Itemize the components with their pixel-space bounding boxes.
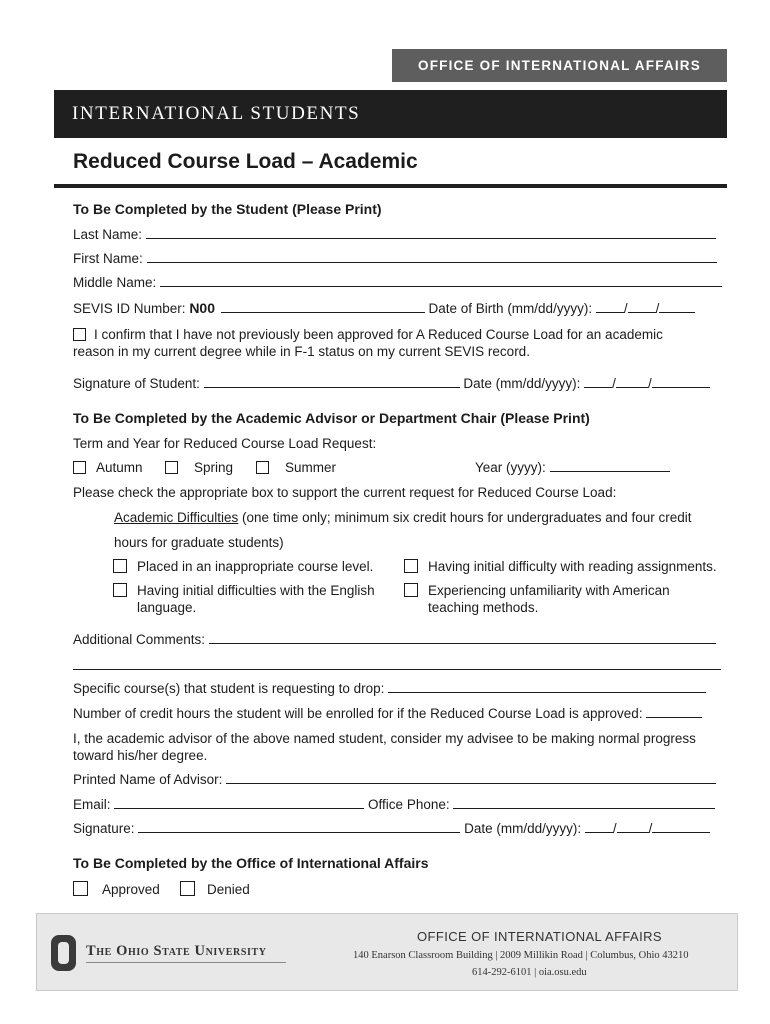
confirm-text-line1: I confirm that I have not previously been approved for A Reduced Course Load for an academic xyxy=(94,327,663,342)
last-name-field[interactable] xyxy=(146,227,716,239)
approved-checkbox[interactable] xyxy=(73,881,88,896)
reading-checkbox[interactable] xyxy=(404,559,418,573)
first-name-row xyxy=(73,251,717,266)
first-name-field[interactable] xyxy=(147,251,717,263)
credit-hours-label: Number of credit hours the student will be enrolled for if the Reduced Course Load is approved: xyxy=(73,706,643,721)
approved-label: Approved xyxy=(102,882,160,897)
comments-row xyxy=(73,632,716,647)
university-name-underline xyxy=(86,962,286,963)
footer-address: 140 Enarson Classroom Building | 2009 Millikin Road | Columbus, Ohio 43210 xyxy=(353,950,689,961)
summer-label: Summer xyxy=(285,460,337,475)
middle-name-field[interactable] xyxy=(160,275,722,287)
credit-hours-row xyxy=(73,706,702,721)
denied-checkbox[interactable] xyxy=(180,881,195,896)
approved-option[interactable] xyxy=(73,881,160,897)
dob-label: Date of Birth (mm/dd/yyyy): xyxy=(428,301,593,316)
student-date-month-field[interactable] xyxy=(584,376,612,388)
office-phone-field[interactable] xyxy=(453,797,715,809)
sevis-id-field[interactable] xyxy=(221,301,425,313)
english-label-line2: language. xyxy=(137,600,197,615)
denied-option[interactable] xyxy=(180,881,250,897)
credit-hours-field[interactable] xyxy=(646,706,702,718)
middle-name-label: Middle Name: xyxy=(73,275,157,290)
teaching-label-line1: Experiencing unfamiliarity with American xyxy=(428,583,670,598)
email-phone-row xyxy=(73,797,715,812)
advisor-statement xyxy=(73,730,696,764)
title-divider xyxy=(54,184,727,188)
email-label: Email: xyxy=(73,797,111,812)
advisor-signature-field[interactable] xyxy=(138,821,460,833)
page-title: Reduced Course Load – Academic xyxy=(73,150,418,173)
confirm-block xyxy=(73,326,663,360)
year-row xyxy=(475,460,670,475)
block-o-logo-icon xyxy=(50,934,77,972)
term-spring-option[interactable] xyxy=(165,460,233,475)
student-date-day-field[interactable] xyxy=(616,376,648,388)
first-name-label: First Name: xyxy=(73,251,143,266)
comments-field[interactable] xyxy=(209,632,716,644)
student-signature-label: Signature of Student: xyxy=(73,376,200,391)
student-signature-field[interactable] xyxy=(204,376,460,388)
courses-label: Specific course(s) that student is requesting to drop: xyxy=(73,681,385,696)
confirm-text-line2: reason in my current degree while in F-1 status on my current SEVIS record. xyxy=(73,344,530,359)
denied-label: Denied xyxy=(207,882,250,897)
student-section-heading: To Be Completed by the Student (Please Print) xyxy=(73,201,382,217)
spring-checkbox[interactable] xyxy=(165,461,178,474)
comments-label: Additional Comments: xyxy=(73,632,206,647)
difficulties-title: Academic Difficulties xyxy=(114,510,239,525)
dob-year-field[interactable] xyxy=(659,301,695,313)
statement-line1: I, the academic advisor of the above named student, consider my advisee to be making normal progress xyxy=(73,731,696,746)
comments-field-line2[interactable] xyxy=(73,669,721,670)
english-checkbox[interactable] xyxy=(113,583,127,597)
term-autumn-option[interactable] xyxy=(73,460,143,475)
courses-row xyxy=(73,681,706,696)
difficulties-note-line1: (one time only; minimum six credit hours for undergraduates and four credit xyxy=(238,510,692,525)
difficulties-note-line2: hours for graduate students) xyxy=(114,535,284,550)
middle-name-row xyxy=(73,275,722,290)
dob-month-field[interactable] xyxy=(596,301,624,313)
spring-label: Spring xyxy=(194,460,234,475)
summer-checkbox[interactable] xyxy=(256,461,269,474)
student-date-year-field[interactable] xyxy=(652,376,710,388)
term-summer-option[interactable] xyxy=(256,460,336,475)
advisor-section-heading: To Be Completed by the Academic Advisor or Department Chair (Please Print) xyxy=(73,410,590,426)
banner-title: INTERNATIONAL STUDENTS xyxy=(54,90,727,138)
office-phone-label: Office Phone: xyxy=(368,797,450,812)
reason-placement[interactable] xyxy=(113,559,373,574)
reason-english[interactable] xyxy=(113,582,375,616)
courses-field[interactable] xyxy=(388,681,706,693)
printed-name-row xyxy=(73,772,716,787)
english-label-line1: Having initial difficulties with the English xyxy=(137,583,375,598)
reason-reading[interactable] xyxy=(404,559,717,574)
advisor-signature-row: Signature: Date (mm/dd/yyyy): / / xyxy=(73,821,710,836)
sevis-dob-row: SEVIS ID Number: N00 Date of Birth (mm/dd/yyyy): / / xyxy=(73,300,695,316)
placement-label: Placed in an inappropriate course level. xyxy=(137,559,374,574)
oia-section-heading: To Be Completed by the Office of International Affairs xyxy=(73,855,429,871)
advisor-signature-label: Signature: xyxy=(73,821,135,836)
last-name-row xyxy=(73,227,716,242)
teaching-label-line2: teaching methods. xyxy=(428,600,539,615)
year-label: Year (yyyy): xyxy=(475,460,546,475)
student-date-label: Date (mm/dd/yyyy): xyxy=(463,376,581,391)
autumn-label: Autumn xyxy=(96,460,143,475)
reason-teaching[interactable] xyxy=(404,582,670,616)
advisor-date-label: Date (mm/dd/yyyy): xyxy=(464,821,582,836)
sevis-id-label: SEVIS ID Number: xyxy=(73,301,186,316)
statement-line2: toward his/her degree. xyxy=(73,748,208,763)
placement-checkbox[interactable] xyxy=(113,559,127,573)
difficulties-line1 xyxy=(114,510,692,525)
teaching-checkbox[interactable] xyxy=(404,583,418,597)
dob-day-field[interactable] xyxy=(628,301,656,313)
university-name: The Ohio State University xyxy=(86,943,267,959)
check-instruction: Please check the appropriate box to support the current request for Reduced Course Load: xyxy=(73,485,617,500)
printed-name-label: Printed Name of Advisor: xyxy=(73,772,223,787)
last-name-label: Last Name: xyxy=(73,227,143,242)
advisor-date-month-field[interactable] xyxy=(585,821,613,833)
sevis-prefix: N00 xyxy=(189,300,215,316)
email-field[interactable] xyxy=(114,797,364,809)
year-field[interactable] xyxy=(550,460,670,472)
advisor-date-day-field[interactable] xyxy=(617,821,649,833)
reading-label: Having initial difficulty with reading assignments. xyxy=(428,559,717,574)
student-signature-row: Signature of Student: Date (mm/dd/yyyy): / / xyxy=(73,376,710,391)
footer-office-name: OFFICE OF INTERNATIONAL AFFAIRS xyxy=(417,929,662,944)
advisor-date-year-field[interactable] xyxy=(652,821,710,833)
footer-contact: 614-292-6101 | oia.osu.edu xyxy=(472,967,587,978)
office-tag: OFFICE OF INTERNATIONAL AFFAIRS xyxy=(392,49,727,82)
autumn-checkbox[interactable] xyxy=(73,461,86,474)
printed-name-field[interactable] xyxy=(226,772,716,784)
confirm-checkbox[interactable] xyxy=(73,328,86,341)
term-label: Term and Year for Reduced Course Load Request: xyxy=(73,436,377,451)
